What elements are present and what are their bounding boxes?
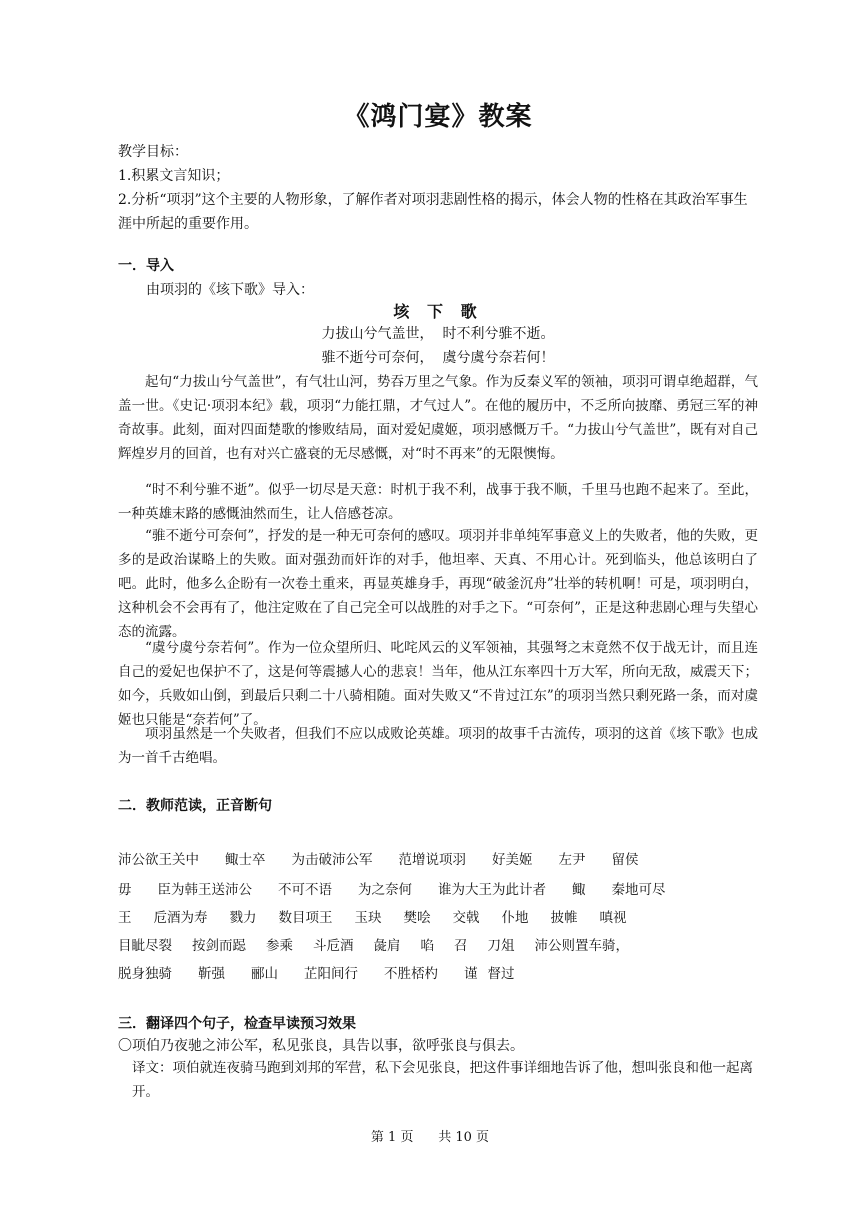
analysis-paragraph-4: “虞兮虞兮奈若何”。作为一位众望所归、叱咤风云的义军领袖，其强弩之末竟然不仅于战无计，而且连自己的爱妃也保护不了，这是何等震撼人心的悲哀！当年，他从江东率四十万大军，所向无敌，威震天下；如今，兵败如山倒，到最后只剩二十八骑相随。面对失败又“不肯过江东”的项羽当然只剩死路一条，而对虞姬也只能是“奈若何”了。 [118,640,758,728]
vocab-item: 斗卮酒 [313,938,354,954]
vocab-item: 不胜桮杓 [384,966,438,982]
vocab-item: 鲰 [572,882,586,898]
vocab-item: 鲰士卒 [225,852,266,868]
vocab-item: 秦地可尽 [611,882,666,898]
vocab-row [118,962,758,986]
vocab-item: 数目项王 [278,910,333,926]
vocab-item: 王 [118,910,132,926]
section-3-heading: 三．翻译四个句子，检查早读预习效果 [118,1016,356,1032]
vocab-item: 不可不语 [278,882,332,898]
vocab-item: 留侯 [611,852,639,868]
vocab-item: 召 [454,938,468,954]
vocab-item: 彘肩 [373,938,401,954]
poem-title: 垓 下 歌 [393,302,483,321]
vocab-item: 脱身独骑 [118,966,172,982]
vocab-item: 按剑而跽 [192,938,246,954]
source-sentence-1: 〇项伯乃夜驰之沛公军，私见张良，具告以事，欲呼张良与俱去。 [118,1038,524,1054]
document-title: 《鸿门宴》教案 [343,102,533,132]
vocab-item: 目眦尽裂 [118,938,172,954]
vocab-item: 范增说项羽 [398,852,466,868]
vocab-item: 交戟 [452,910,480,926]
vocab-item: 臣为韩王送沛公 [157,882,252,898]
vocab-row [118,848,758,872]
page-footer: 第 1 页 共 10 页 [370,1130,490,1145]
section-2-heading: 二．教师范读，正音断句 [118,798,272,814]
vocab-item: 左尹 [558,852,586,868]
vocab-item: 卮酒为寿 [153,910,208,926]
vocab-item: 毋 [118,882,132,898]
vocab-item: 芷阳间行 [304,966,358,982]
vocab-item: 沛公则置车骑， [534,938,629,954]
vocab-row [118,878,758,902]
vocab-item: 靳强 [198,966,225,982]
vocab-row [118,934,758,958]
goal-item-2: 2.分析“项羽”这个主要的人物形象，了解作者对项羽悲剧性格的揭示，体会人物的性格在其政治军事生涯中所起的重要作用。 [118,192,748,232]
goal-item-1: 1.积累文言知识； [118,168,230,184]
vocab-item: 啗 [420,938,434,954]
translation-1: 译文：项伯就连夜骑马跑到刘邦的军营，私下会见张良，把这件事详细地告诉了他，想叫张良和他一起离开。 [132,1060,753,1100]
vocab-item: 为击破沛公军 [291,852,373,868]
section-1-intro: 由项羽的《垓下歌》导入： [146,282,314,298]
vocab-item: 嗔视 [599,910,627,926]
vocab-item: 刀俎 [487,938,515,954]
poem-line-1: 力拔山兮气盖世， 时不利兮骓不逝。 [321,326,555,342]
analysis-paragraph-5: 项羽虽然是一个失败者，但我们不应以成败论英雄。项羽的故事千古流传，项羽的这首《垓下歌》也成为一首千古绝唱。 [118,726,758,766]
analysis-paragraph-2: “时不利兮骓不逝”。似乎一切尽是天意：时机于我不利，战事于我不顺，千里马也跑不起来了。至此，一种英雄末路的感慨油然而生，让人倍感苍凉。 [118,482,758,522]
vocab-row [118,906,758,930]
vocab-item: 参乘 [266,938,293,954]
vocab-item: 樊哙 [403,910,431,926]
analysis-paragraph-1: 起句“力拔山兮气盖世”，有气壮山河，势吞万里之气象。作为反秦义军的领袖，项羽可谓卓绝超群，气盖一世。《史记·项羽本纪》载，项羽“力能扛鼎，才气过人”。在他的履历中，不乏所向披靡、勇冠三军的神奇故事。此刻，面对四面楚歌的惨败结局，面对爱妃虞姬，项羽感慨万千。“力拔山兮气盖世”，既有对自己辉煌岁月的回首，也有对兴亡盛衰的无尽感慨，对“时不再来”的无限懊悔。 [118,374,758,462]
vocab-item: 戮力 [229,910,257,926]
vocab-item: 谁为大王为此计者 [438,882,546,898]
vocab-item: 好美姬 [492,852,533,868]
vocab-item: 郦山 [251,966,278,982]
vocab-item: 仆地 [501,910,529,926]
poem-line-2: 骓不逝兮可奈何， 虞兮虞兮奈若何！ [321,350,555,366]
vocab-item: 玉玦 [354,910,382,926]
vocab-item: 为之奈何 [358,882,412,898]
vocab-item: 披帷 [550,910,578,926]
section-1-heading: 一．导入 [118,258,174,274]
goals-heading: 教学目标： [118,144,188,160]
vocab-item: 督过 [487,966,515,982]
vocab-item: 谨 [464,966,478,982]
analysis-paragraph-3: “骓不逝兮可奈何”，抒发的是一种无可奈何的感叹。项羽并非单纯军事意义上的失败者，他的失败，更多的是政治谋略上的失败。面对强劲而奸诈的对手，他坦率、天真、不用心计。死到临头，他总该明白了吧。此时，他多么企盼有一次卷土重来，再显英雄身手，再现“破釜沉舟”壮举的转机啊！可是，项羽明白，这种机会不会再有了，他注定败在了自己完全可以战胜的对手之下。“可奈何”，正是这种悲剧心理与失望心态的流露。 [118,528,758,640]
vocab-item: 沛公欲王关中 [118,852,199,868]
